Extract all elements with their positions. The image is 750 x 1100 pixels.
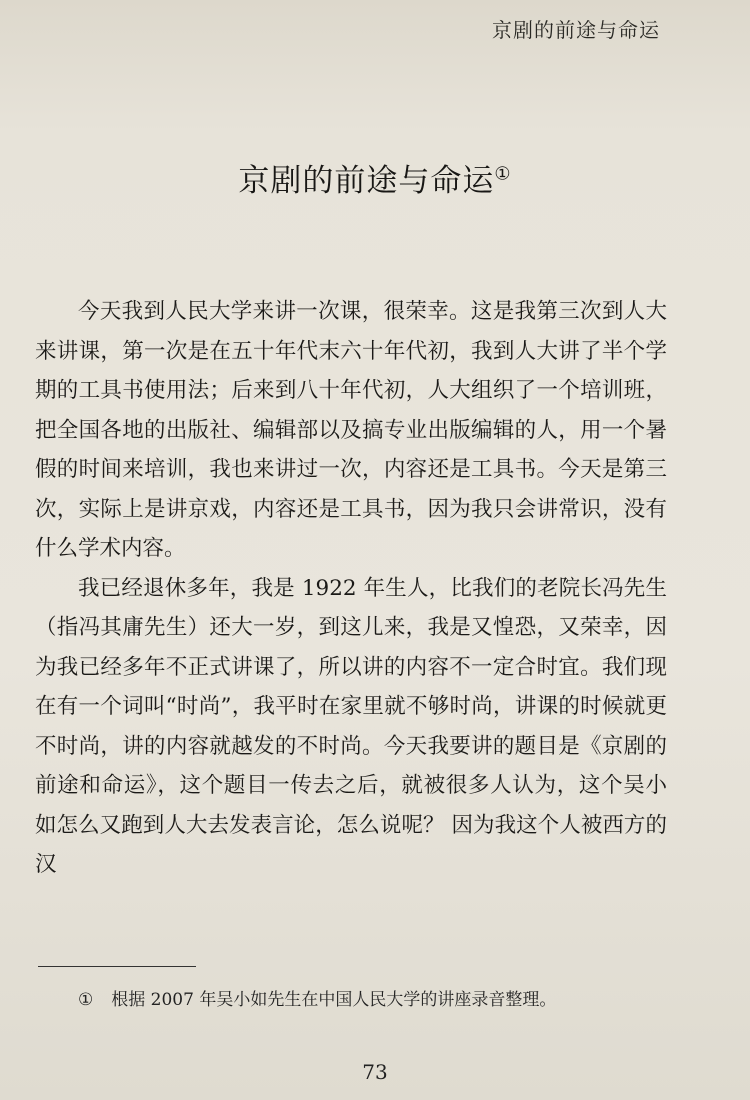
title-footnote-mark: ① xyxy=(494,163,512,185)
footnote-text: 根据 2007 年吴小如先生在中国人民大学的讲座录音整理。 xyxy=(111,990,557,1010)
footnote-rule xyxy=(38,966,196,967)
paragraph-2: 我已经退休多年，我是 1922 年生人，比我们的老院长冯先生（指冯其庸先生）还大一岁，到这儿来，我是又惶恐，又荣幸，因为我已经多年不正式讲课了，所以讲的内容不一定合时宜。我们现在有一个词叫“时尚”，我平时在家里就不够时尚，讲课的时候就更不时尚，讲的内容就越发的不时尚。今天我要讲的题目是《京剧的前途和命运》，这个题目一传去之后，就被很多人认为，这个吴小如怎么又跑到人大去发表言论，怎么说呢？ 因为我这个人被西方的汉 xyxy=(35,575,667,877)
running-head: 京剧的前途与命运 xyxy=(492,18,660,42)
body-text xyxy=(35,292,667,885)
footnote-mark: ① xyxy=(78,990,94,1010)
chapter-title-text: 京剧的前途与命运 xyxy=(238,163,495,199)
bleed-through-text xyxy=(60,78,660,107)
paragraph-1: 今天我到人民大学来讲一次课，很荣幸。这是我第三次到人大来讲课，第一次是在五十年代末六十年代初，我到人大讲了半个学期的工具书使用法；后来到八十年代初，人大组织了一个培训班，把全国各地的出版社、编辑部以及搞专业出版编辑的人，用一个暑假的时间来培训，我也来讲过一次，内容还是工具书。今天是第三次，实际上是讲京戏，内容还是工具书，因为我只会讲常识，没有什么学术内容。 xyxy=(35,299,667,561)
chapter-title xyxy=(0,155,750,200)
page-number: 73 xyxy=(362,1060,388,1084)
footnote xyxy=(78,985,556,1010)
